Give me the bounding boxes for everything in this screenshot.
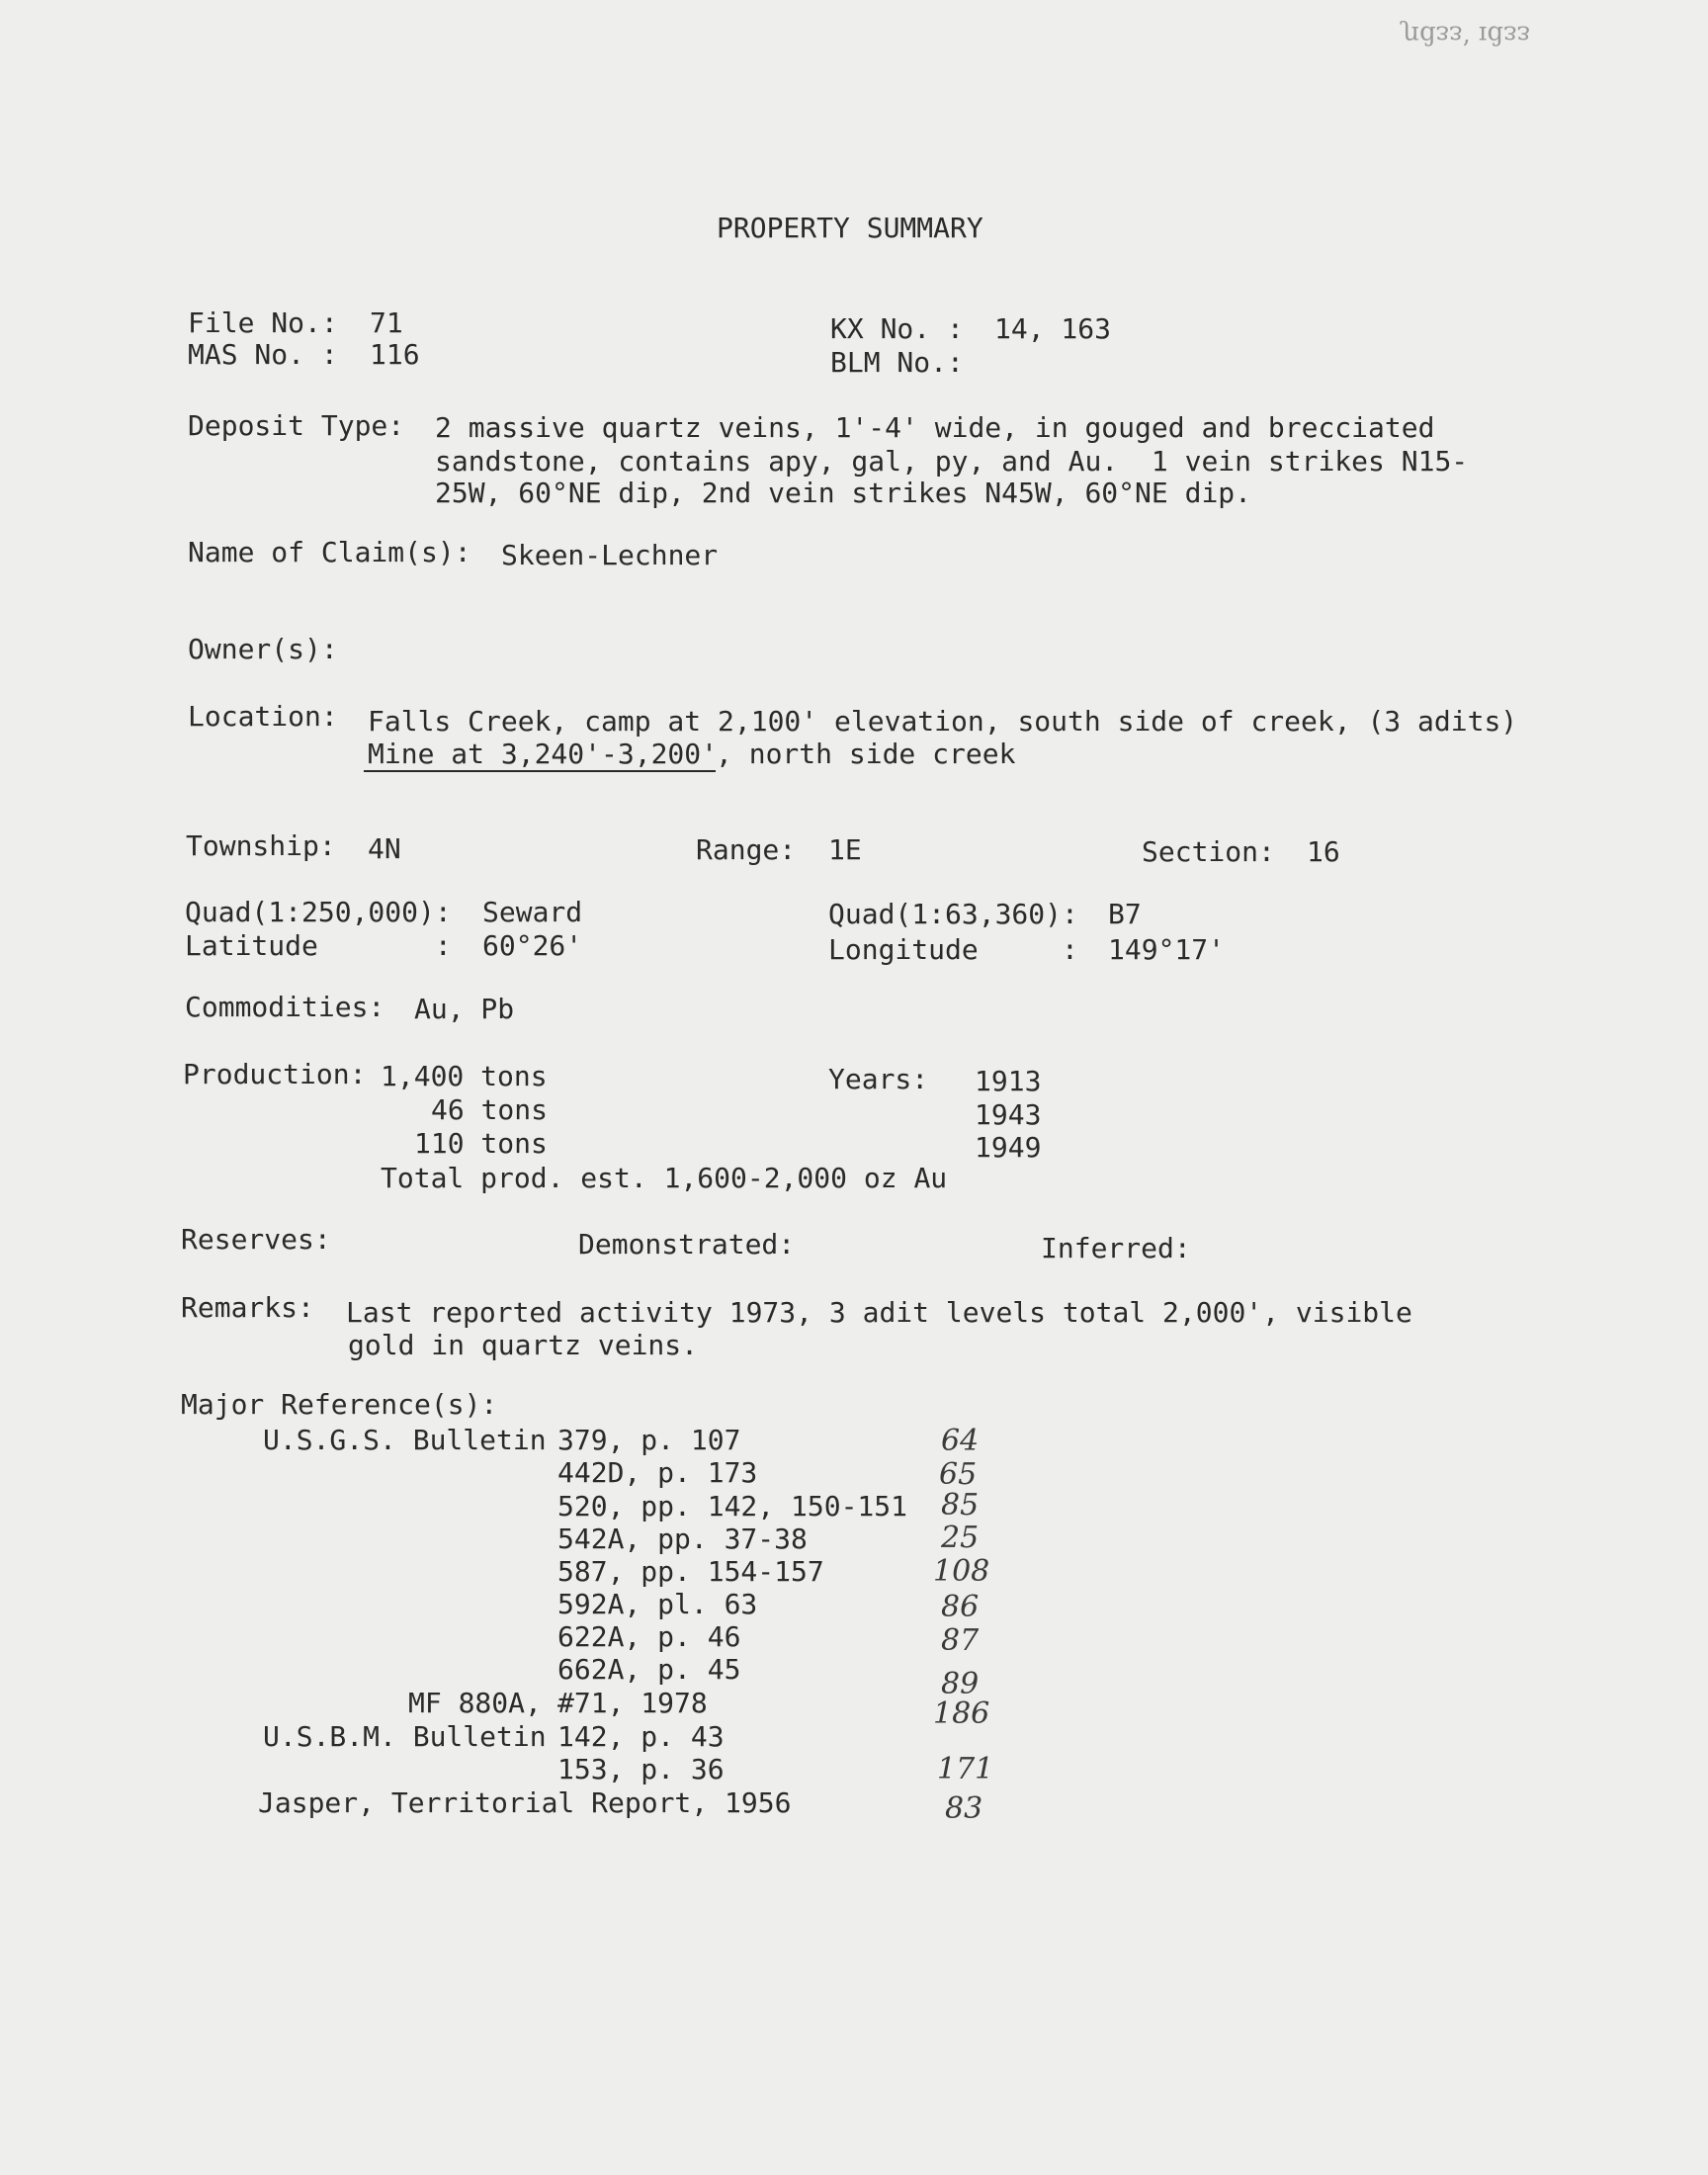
deposit-type-line: 25W, 60°NE dip, 2nd vein strikes N45W, 60°NE dip. — [435, 477, 1252, 509]
reference-source: U.S.B.M. Bulletin — [263, 1720, 547, 1753]
reference-cite: 153, p. 36 — [557, 1753, 725, 1785]
remarks-line: Last reported activity 1973, 3 adit levels total 2,000', visible — [346, 1296, 1412, 1329]
production-total: Total prod. est. 1,600-2,000 oz Au — [381, 1162, 948, 1194]
remarks-label: Remarks: — [181, 1291, 314, 1324]
blm-no-label: BLM No.: — [830, 346, 964, 379]
deposit-type-label: Deposit Type: — [188, 409, 405, 442]
location-line: Falls Creek, camp at 2,100' elevation, south side of creek, (3 adits) — [368, 705, 1518, 738]
reference-note: 65 — [939, 1457, 978, 1492]
reference-note: 89 — [941, 1667, 980, 1701]
reference-note: 108 — [933, 1554, 990, 1589]
year-value: 1949 — [975, 1131, 1042, 1164]
deposit-type-line: 2 massive quartz veins, 1'-4' wide, in gouged and brecciated — [435, 411, 1435, 444]
range-label: Range: — [696, 833, 797, 866]
reference-source: U.S.G.S. Bulletin — [263, 1424, 547, 1456]
reference-note: 186 — [933, 1696, 990, 1731]
section-value: 16 — [1307, 835, 1340, 868]
year-value: 1913 — [975, 1065, 1042, 1097]
inferred-label: Inferred: — [1041, 1232, 1191, 1264]
year-value: 1943 — [975, 1098, 1042, 1131]
deposit-type-line: sandstone, contains apy, gal, py, and Au. 1 vein strikes N15- — [435, 445, 1469, 478]
quad-250-value: Seward — [482, 896, 583, 928]
reference-note: 64 — [941, 1424, 980, 1458]
reference-note: 25 — [941, 1521, 980, 1555]
demonstrated-label: Demonstrated: — [578, 1228, 796, 1261]
longitude-value: 149°17' — [1108, 933, 1226, 966]
reference-cite: 662A, p. 45 — [557, 1653, 741, 1686]
years-label: Years: — [828, 1063, 929, 1095]
range-value: 1E — [828, 833, 862, 866]
production-row: 46 tons — [431, 1093, 549, 1126]
reference-cite: #71, 1978 — [557, 1687, 708, 1719]
reference-cite: 379, p. 107 — [557, 1424, 741, 1456]
reference-cite: 587, pp. 154-157 — [557, 1555, 824, 1588]
references-label: Major Reference(s): — [181, 1388, 498, 1421]
location-line-underlined: Mine at 3,240'-3,200' — [368, 738, 719, 770]
reference-cite: 622A, p. 46 — [557, 1620, 741, 1653]
reference-note: 85 — [941, 1488, 980, 1522]
claim-label: Name of Claim(s): — [188, 536, 471, 568]
mas-no-value: 116 — [370, 338, 420, 371]
reference-note: 87 — [941, 1623, 980, 1658]
reference-note: 83 — [945, 1791, 983, 1826]
remarks-line: gold in quartz veins. — [348, 1329, 699, 1361]
reference-cite: 592A, pl. 63 — [557, 1588, 758, 1620]
commodities-label: Commodities: — [185, 991, 385, 1023]
quad-250-label: Quad(1:250,000): — [185, 896, 452, 928]
township-value: 4N — [368, 832, 401, 865]
quad-63-value: B7 — [1108, 898, 1142, 930]
file-no-label: File No.: — [188, 306, 338, 339]
latitude-value: 60°26' — [482, 929, 583, 962]
owner-label: Owner(s): — [188, 633, 338, 665]
reference-cite: 542A, pp. 37-38 — [557, 1522, 808, 1555]
corner-handwritten-mark: ɛɛɓɪ ‘ɛɛɓɳ — [1402, 20, 1531, 49]
claim-value: Skeen-Lechner — [501, 539, 719, 571]
commodities-value: Au, Pb — [414, 993, 515, 1025]
reference-note: 86 — [941, 1590, 980, 1624]
kx-no-label: KX No. : — [830, 312, 964, 345]
page-title: PROPERTY SUMMARY — [717, 212, 983, 244]
production-label: Production: — [183, 1058, 367, 1090]
reference-cite: 442D, p. 173 — [557, 1456, 758, 1489]
reference-cite: 142, p. 43 — [557, 1720, 725, 1753]
latitude-label: Latitude : — [185, 929, 452, 962]
location-label: Location: — [188, 700, 338, 733]
production-row: 110 tons — [414, 1127, 548, 1160]
kx-no-value: 14, 163 — [994, 312, 1112, 345]
quad-63-label: Quad(1:63,360): — [828, 898, 1078, 930]
location-underline — [364, 770, 716, 772]
longitude-label: Longitude : — [828, 933, 1078, 966]
file-no-value: 71 — [370, 306, 403, 339]
reference-cite: 520, pp. 142, 150-151 — [557, 1490, 908, 1522]
reference-source: MF 880A, — [408, 1687, 542, 1719]
township-label: Township: — [186, 829, 336, 862]
reserves-label: Reserves: — [181, 1223, 331, 1256]
reference-source: Jasper, Territorial Report, 1956 — [258, 1786, 792, 1819]
section-label: Section: — [1142, 835, 1275, 868]
production-row: 1,400 tons — [381, 1060, 548, 1092]
mas-no-label: MAS No. : — [188, 338, 338, 371]
location-line-rest: , north side creek — [716, 738, 1016, 770]
reference-note: 171 — [937, 1752, 994, 1786]
